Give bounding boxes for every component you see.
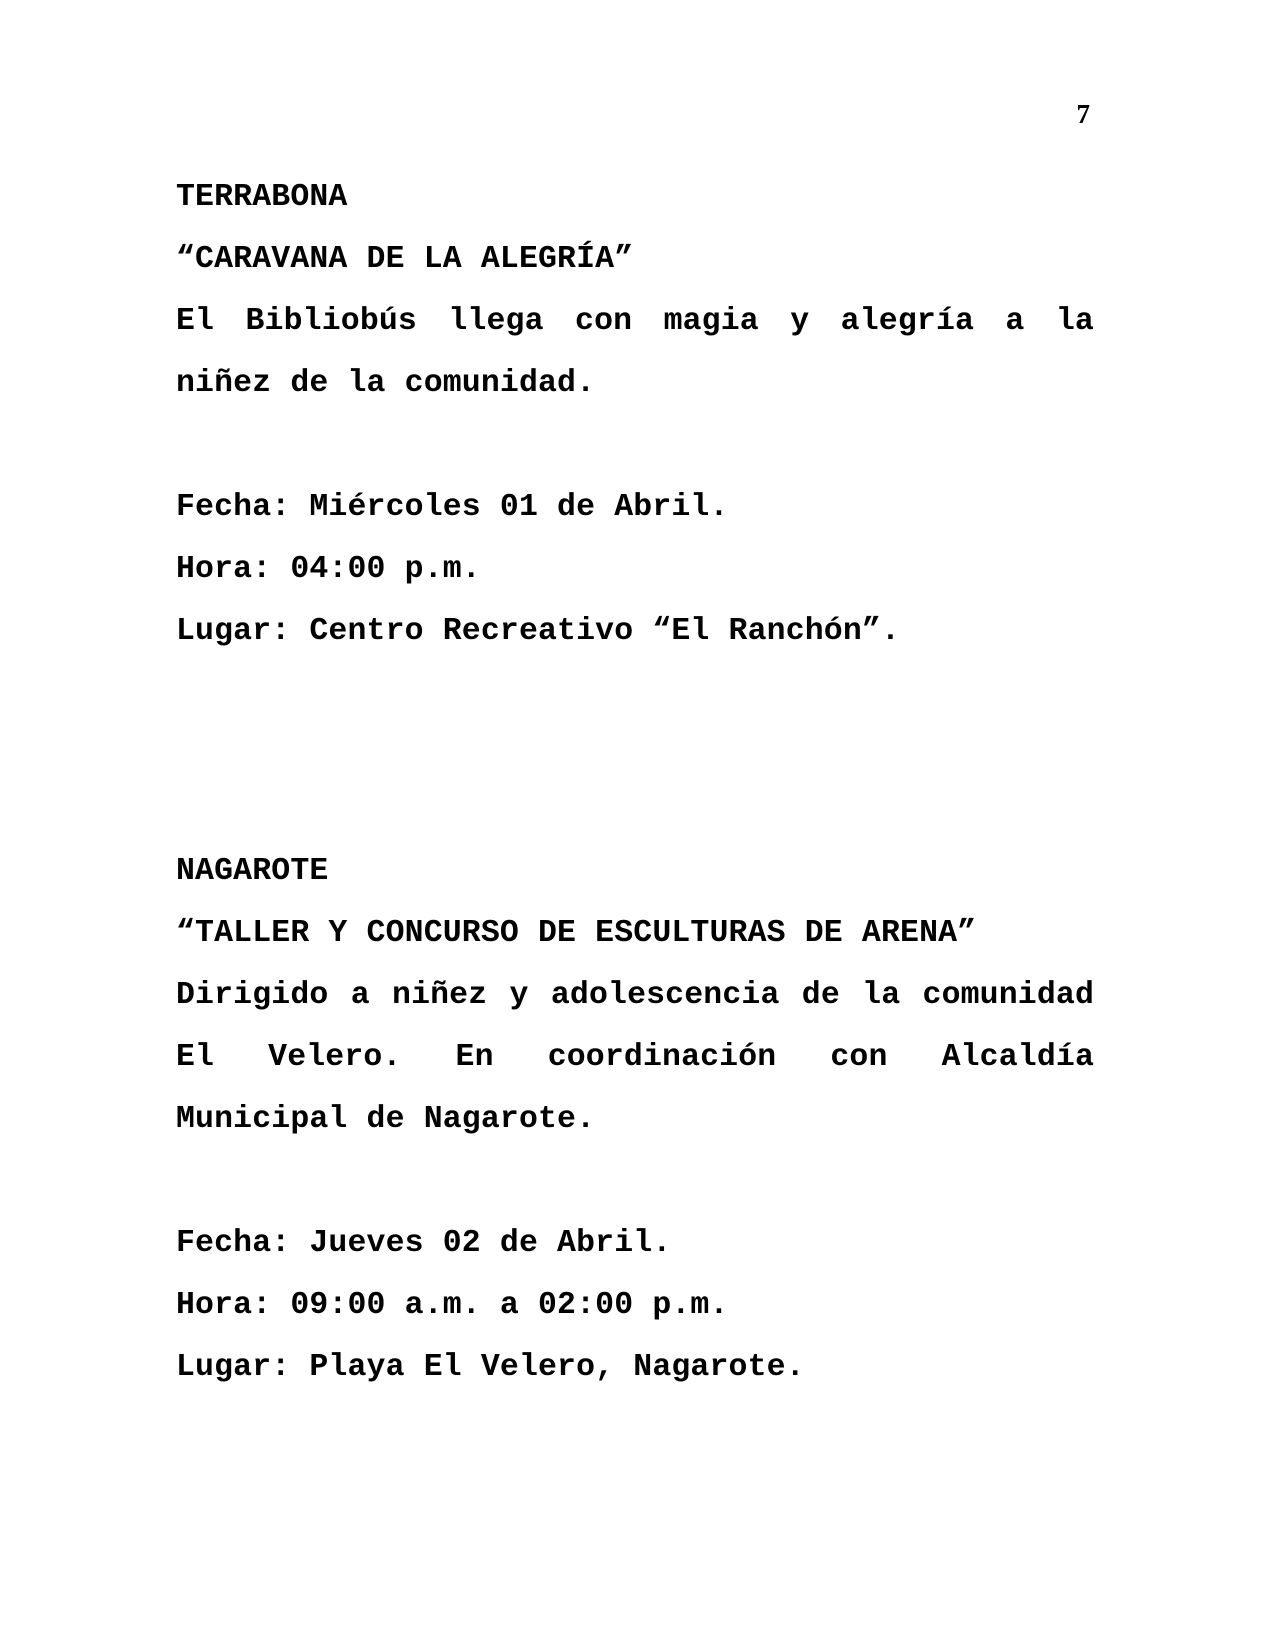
event-date: Fecha: Miércoles 01 de Abril. bbox=[176, 490, 729, 525]
event-title: “CARAVANA DE LA ALEGRÍA” bbox=[176, 242, 634, 277]
spacer bbox=[176, 1151, 1094, 1213]
event-nagarote bbox=[176, 841, 1094, 1399]
event-title: “TALLER Y CONCURSO DE ESCULTURAS DE ARENA” bbox=[176, 916, 977, 951]
event-location: TERRABONA bbox=[176, 180, 348, 215]
event-place: Lugar: Centro Recreativo “El Ranchón”. bbox=[176, 614, 901, 649]
event-description: El Bibliobús llega con magia y alegría a la niñez de la comunidad. bbox=[176, 304, 1094, 401]
event-date: Fecha: Jueves 02 de Abril. bbox=[176, 1226, 672, 1261]
event-time: Hora: 09:00 a.m. a 02:00 p.m. bbox=[176, 1288, 729, 1323]
spacer bbox=[176, 415, 1094, 477]
event-description: Dirigido a niñez y adolescencia de la comunidad El Velero. En coordinación con Alcaldía Municipal de Nagarote. bbox=[176, 978, 1094, 1137]
event-location: NAGAROTE bbox=[176, 854, 329, 889]
page-number: 7 bbox=[1076, 99, 1090, 129]
event-terrabona bbox=[176, 167, 1094, 663]
event-time: Hora: 04:00 p.m. bbox=[176, 552, 481, 587]
event-place: Lugar: Playa El Velero, Nagarote. bbox=[176, 1350, 805, 1385]
